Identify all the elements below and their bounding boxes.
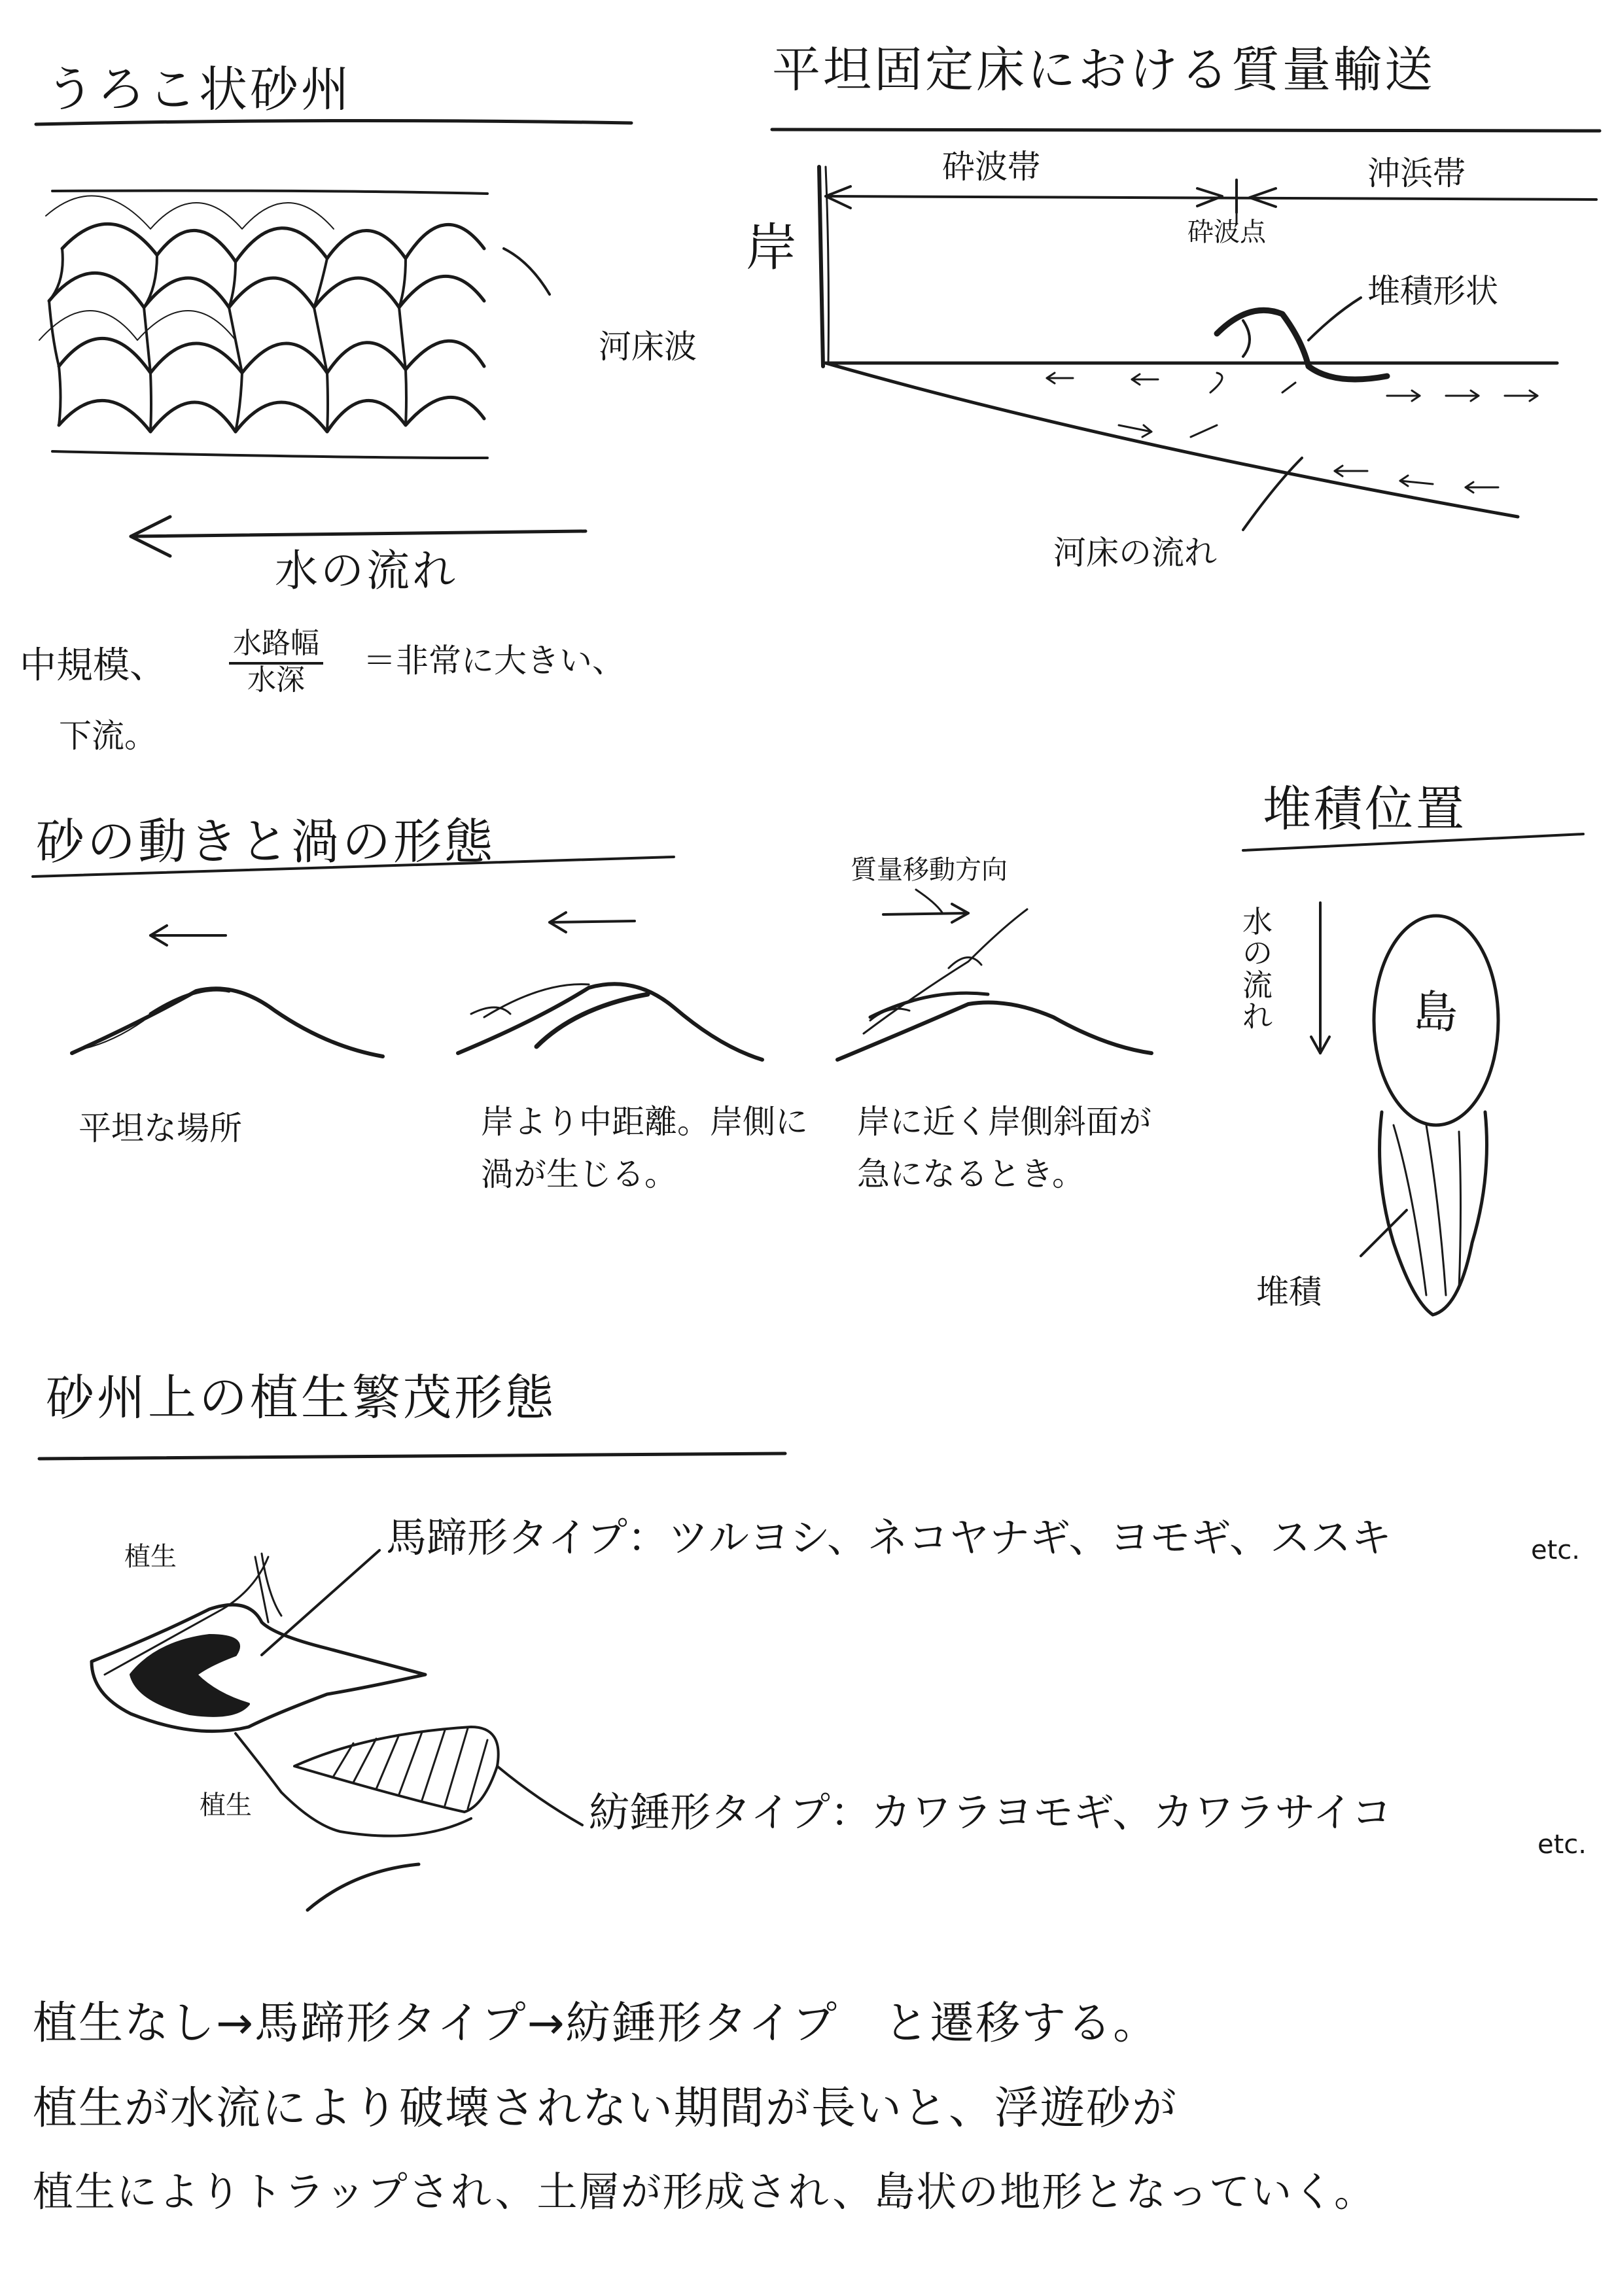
offshore-zone-label: 沖浜帯 [1367, 154, 1466, 192]
spindle-type-label: 紡錘形タイプ：カワラヨモギ、カワラサイコ [589, 1788, 1392, 1836]
deposit-label: 堆積 [1256, 1273, 1322, 1311]
shore-label: 岸 [746, 218, 800, 277]
riverbed-sketch [36, 120, 631, 556]
vegetation-label-top: 植生 [124, 1542, 177, 1572]
title-vegetation: 砂州上の植生繁茂形態 [46, 1370, 556, 1426]
deposit-flow-label: 水の流れ [1242, 904, 1273, 1034]
title-deposit: 堆積位置 [1263, 781, 1467, 837]
note-frac-bottom: 水深 [247, 663, 305, 697]
vortex-caption-flat: 平坦な場所 [79, 1109, 242, 1147]
note-tail: ＝非常に大きい、 [363, 642, 625, 680]
note-frac-top: 水路幅 [229, 628, 323, 665]
summary-line-2: 植生が水流により破壊されない期間が長いと、浮遊砂が [33, 2083, 1178, 2134]
vortex-caption-near-line1: 岸に近く岸側斜面が [857, 1103, 1151, 1141]
breaker-zone-label: 砕波帯 [942, 148, 1040, 186]
transport-sketch [772, 130, 1600, 530]
vortex-caption-mid-line1: 岸より中距離。岸側に [481, 1103, 808, 1141]
title-vortex: 砂の動きと渦の形態 [36, 814, 495, 870]
vegetation-label-bottom: 植生 [200, 1790, 252, 1820]
bedwave-label: 河床波 [599, 328, 697, 366]
horseshoe-etc: etc. [1531, 1535, 1580, 1565]
summary-line-1: 植生なし→馬蹄形タイプ→紡錘形タイプ と遷移する。 [33, 1998, 1159, 2049]
vortex-caption-near-line2: 急になるとき。 [857, 1155, 1085, 1193]
note-scale: 中規模、 [20, 644, 166, 687]
summary-line-3: 植生によりトラップされ、土層が形成され、島状の地形となっていく。 [33, 2168, 1376, 2216]
breaker-point-label: 砕波点 [1187, 217, 1266, 247]
title-transport: 平坦固定床における質量輸送 [772, 42, 1435, 98]
deposit-shape-label: 堆積形状 [1367, 272, 1498, 310]
title-riverbed: うろこ状砂州 [46, 61, 352, 118]
spindle-etc: etc. [1537, 1830, 1587, 1860]
bed-flow-label: 河床の流れ [1053, 534, 1217, 572]
vortex-sketch [33, 857, 1151, 1060]
mass-direction-label: 質量移動方向 [851, 855, 1008, 885]
note-downstream: 下流。 [59, 717, 157, 755]
deposit-sketch [1243, 834, 1583, 1315]
vortex-caption-mid-line2: 渦が生じる。 [481, 1155, 677, 1193]
note-fraction [229, 628, 323, 697]
horseshoe-type-label: 馬蹄形タイプ：ツルヨシ、ネコヤナギ、ヨモギ、ススキ [386, 1514, 1392, 1561]
island-label: 島 [1413, 987, 1458, 1039]
flow-label: 水の流れ [275, 546, 458, 596]
